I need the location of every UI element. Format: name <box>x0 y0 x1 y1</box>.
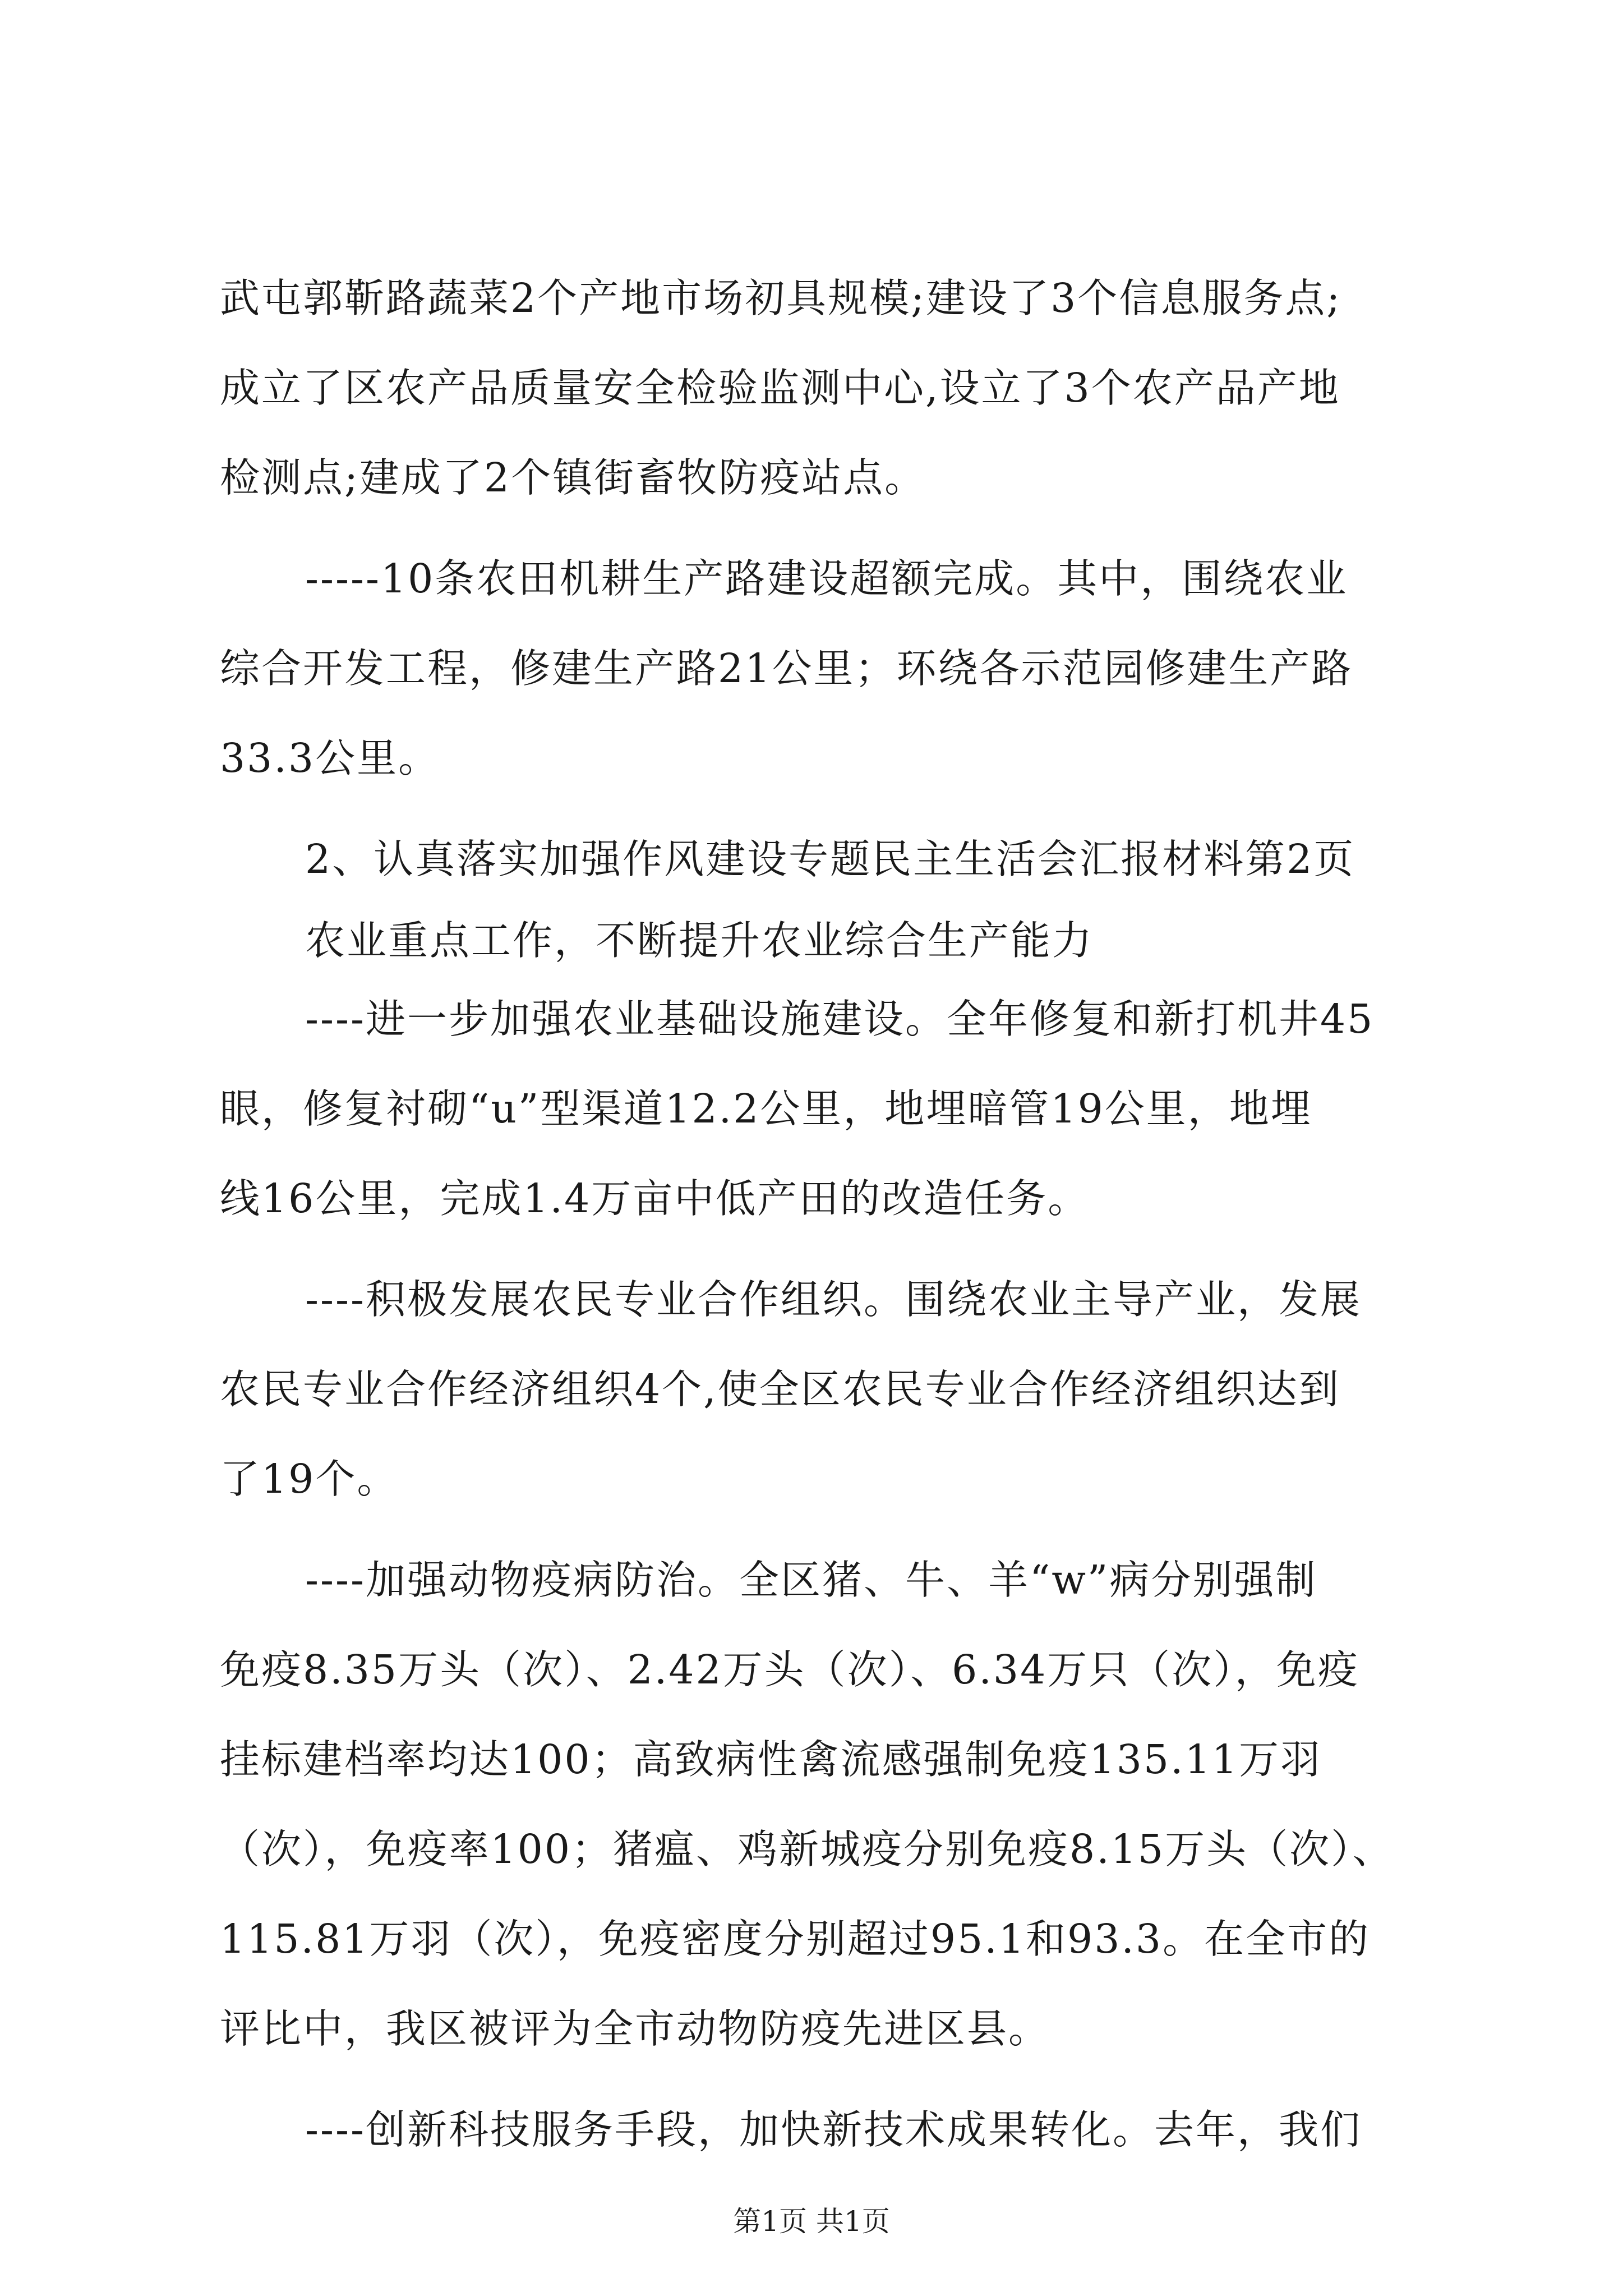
paragraph-line: ----创新科技服务手段，加快新技术成果转化。去年，我们 <box>305 2106 1362 2153</box>
paragraph-line: 挂标建档率均达100；高致病性禽流感强制免疫135.11万羽 <box>220 1736 1322 1783</box>
paragraph-line: 农业重点工作，不断提升农业综合生产能力 <box>305 917 1094 964</box>
paragraph-line: 线16公里，完成1.4万亩中低产田的改造任务。 <box>220 1175 1090 1222</box>
paragraph-line: ----积极发展农民专业合作组织。围绕农业主导产业，发展 <box>305 1276 1362 1323</box>
paragraph-line: 了19个。 <box>220 1456 399 1502</box>
paragraph-line: 33.3公里。 <box>220 735 440 781</box>
paragraph-line: -----10条农田机耕生产路建设超额完成。其中，围绕农业 <box>305 555 1348 602</box>
paragraph-line: 115.81万羽（次），免疫密度分别超过95.1和93.3。在全市的 <box>220 1916 1371 1962</box>
paragraph-line: （次），免疫率100；猪瘟、鸡新城疫分别免疫8.15万头（次）、 <box>220 1826 1394 1872</box>
page-footer: 第1页 共1页 <box>733 2205 890 2238</box>
paragraph-line: 免疫8.35万头（次）、2.42万头（次）、6.34万只（次），免疫 <box>220 1646 1359 1693</box>
paragraph-line: 2、认真落实加强作风建设专题民主生活会汇报材料第2页 <box>305 836 1355 882</box>
paragraph-line: 眼，修复衬砌“u”型渠道12.2公里，地埋暗管19公里，地埋 <box>220 1085 1312 1132</box>
paragraph-line: ----进一步加强农业基础设施建设。全年修复和新打机井45 <box>305 996 1375 1042</box>
paragraph-line: 农民专业合作经济组织4个,使全区农民专业合作经济组织达到 <box>220 1366 1340 1412</box>
paragraph-line: ----加强动物疫病防治。全区猪、牛、羊“w”病分别强制 <box>305 1557 1317 1603</box>
paragraph-line: 武屯郭靳路蔬菜2个产地市场初具规模;建设了3个信息服务点; <box>220 275 1342 321</box>
paragraph-line: 评比中，我区被评为全市动物防疫先进区县。 <box>220 2005 1050 2052</box>
paragraph-line: 检测点;建成了2个镇街畜牧防疫站点。 <box>220 454 926 501</box>
paragraph-line: 综合开发工程，修建生产路21公里；环绕各示范园修建生产路 <box>220 645 1353 692</box>
paragraph-line: 成立了区农产品质量安全检验监测中心,设立了3个农产品产地 <box>220 365 1340 411</box>
